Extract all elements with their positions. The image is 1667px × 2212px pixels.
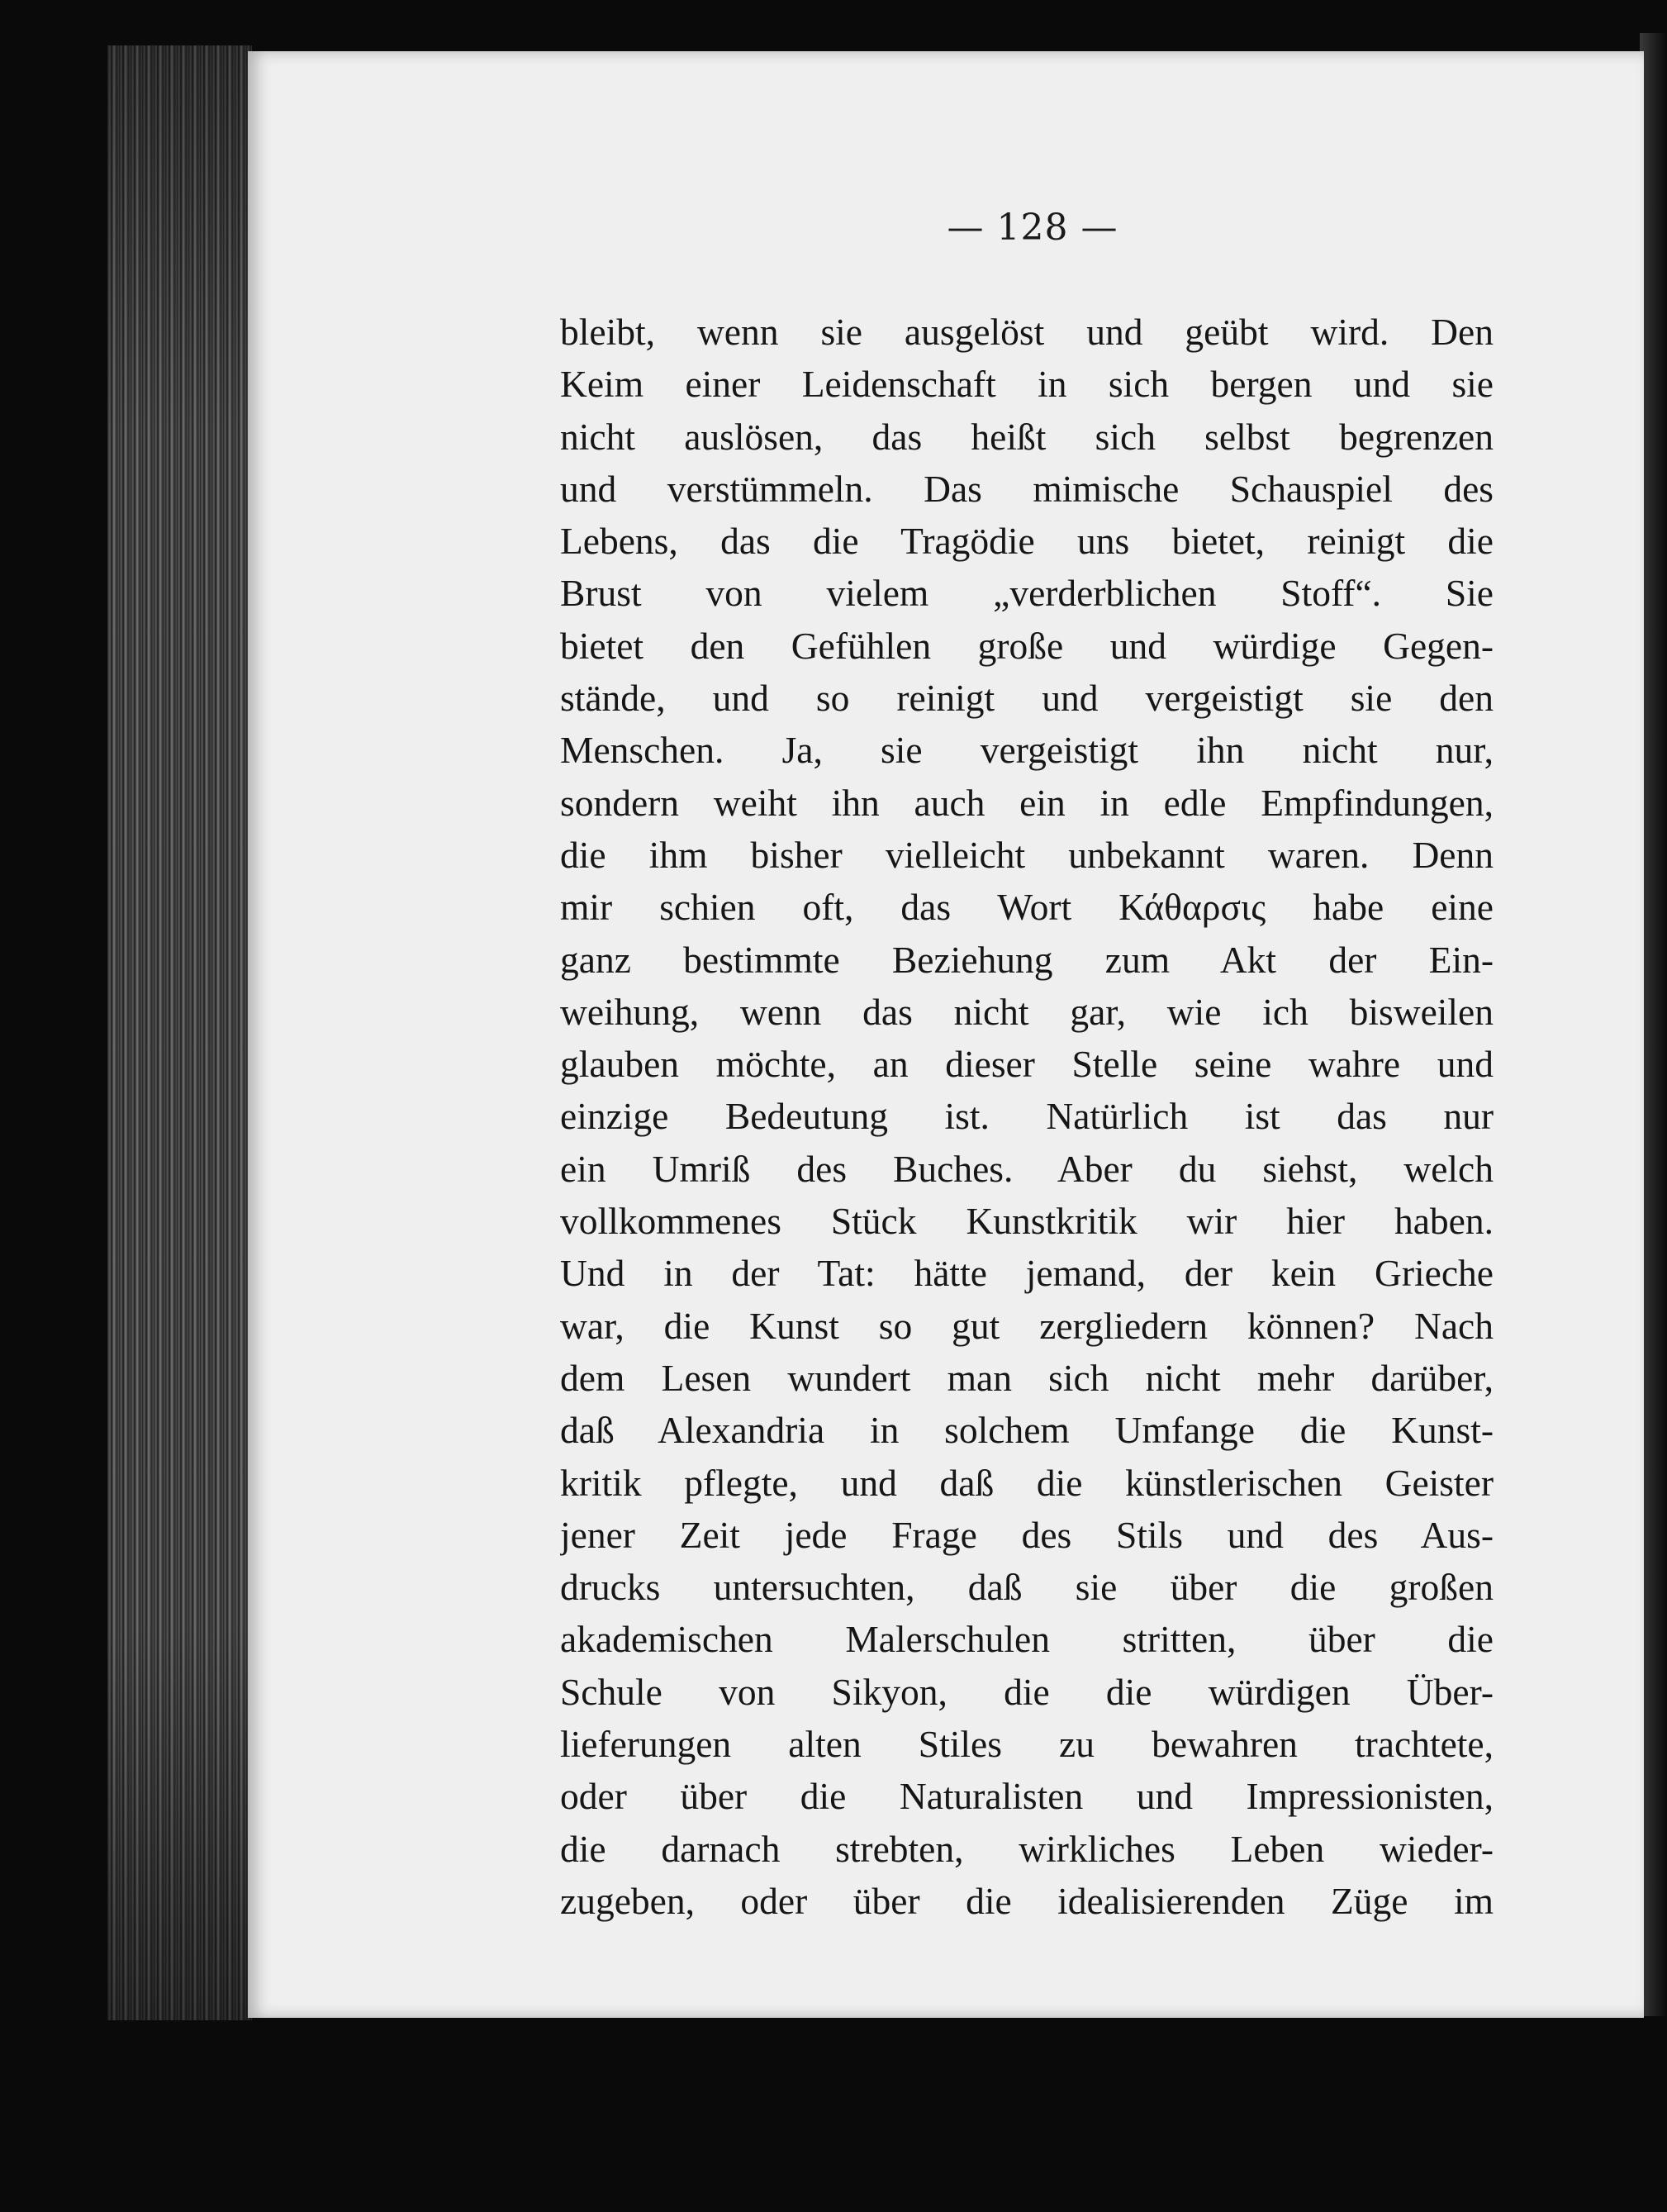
text-line: oder über die Naturalisten und Impressionisten,	[560, 1775, 1494, 1818]
text-line: ganz bestimmte Beziehung zum Akt der Ein-	[560, 938, 1494, 981]
text-line: jener Zeit jede Frage des Stils und des Aus-	[560, 1513, 1494, 1556]
text-line: Menschen. Ja, sie vergeistigt ihn nicht nur,	[560, 729, 1494, 772]
text-line: ein Umriß des Buches. Aber du siehst, welch	[560, 1147, 1494, 1190]
text-line: lieferungen alten Stiles zu bewahren trachtete,	[560, 1723, 1494, 1766]
text-line: war, die Kunst so gut zergliedern können? Nach	[560, 1304, 1494, 1347]
text-line: nicht auslösen, das heißt sich selbst begrenzen	[560, 415, 1494, 458]
text-line: Brust von vielem „verderblichen Stoff“. Sie	[560, 572, 1494, 615]
book-page-edges	[107, 45, 252, 2020]
text-line: mir schien oft, das Wort Κάθαρσις habe eine	[560, 886, 1494, 929]
text-line: stände, und so reinigt und vergeistigt sie den	[560, 677, 1494, 720]
text-line: daß Alexandria in solchem Umfange die Kunst-	[560, 1409, 1494, 1452]
text-line: einzige Bedeutung ist. Natürlich ist das nur	[560, 1095, 1494, 1138]
text-line: akademischen Malerschulen stritten, über die	[560, 1618, 1494, 1661]
text-line: Und in der Tat: hätte jemand, der kein Grieche	[560, 1252, 1494, 1295]
text-line: bietet den Gefühlen große und würdige Gegen-	[560, 624, 1494, 667]
text-line: Schule von Sikyon, die die würdigen Über-	[560, 1670, 1494, 1713]
text-line: glauben möchte, an dieser Stelle seine wahre und	[560, 1043, 1494, 1086]
body-text	[560, 306, 1494, 1927]
text-line: drucks untersuchten, daß sie über die großen	[560, 1566, 1494, 1609]
text-line: vollkommenes Stück Kunstkritik wir hier haben.	[560, 1200, 1494, 1243]
text-line: Keim einer Leidenschaft in sich bergen und sie	[560, 363, 1494, 406]
text-line: dem Lesen wundert man sich nicht mehr darüber,	[560, 1356, 1494, 1399]
text-line: kritik pflegte, und daß die künstlerischen Geister	[560, 1461, 1494, 1504]
text-line: weihung, wenn das nicht gar, wie ich bisweilen	[560, 990, 1494, 1033]
text-line: bleibt, wenn sie ausgelöst und geübt wird. Den	[560, 311, 1494, 353]
text-line: und verstümmeln. Das mimische Schauspiel des	[560, 467, 1494, 510]
text-line: die ihm bisher vielleicht unbekannt waren. Denn	[560, 833, 1494, 876]
text-line: Lebens, das die Tragödie uns bietet, reinigt die	[560, 520, 1494, 563]
text-line: sondern weiht ihn auch ein in edle Empfindungen,	[560, 781, 1494, 824]
text-line: zugeben, oder über die idealisierenden Züge im	[560, 1879, 1494, 1922]
page-number: — 128 —	[947, 207, 1118, 249]
text-line: die darnach strebten, wirkliches Leben wieder-	[560, 1827, 1494, 1870]
